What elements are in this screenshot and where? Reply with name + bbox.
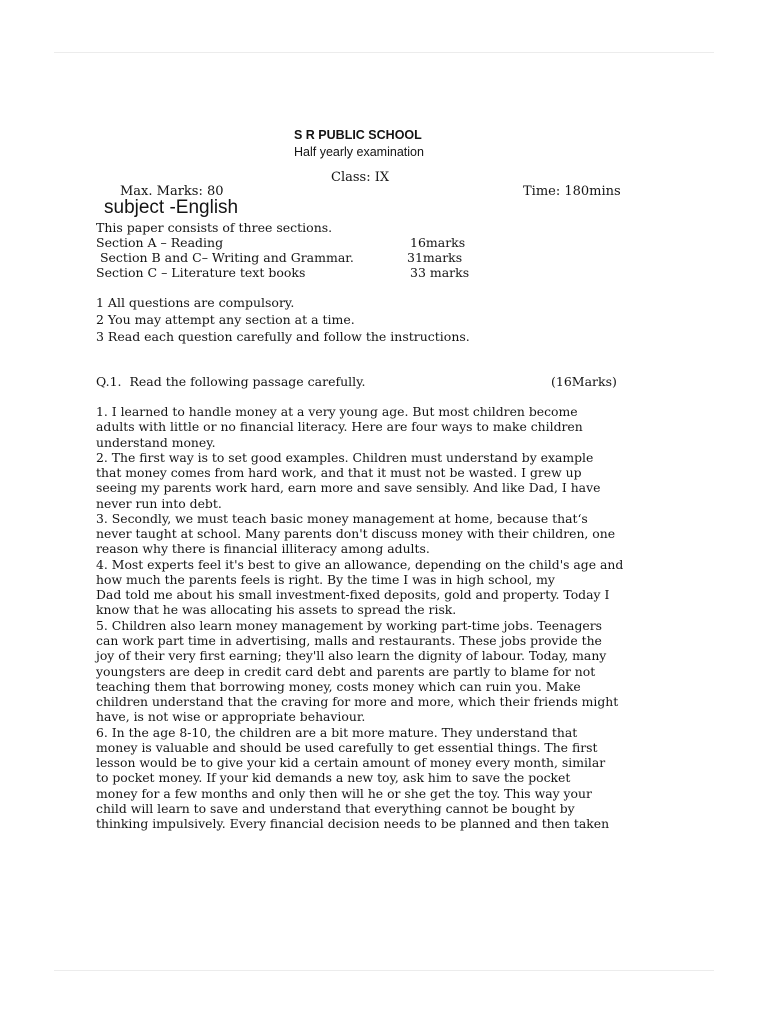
instruction-item: 1 All questions are compulsory. [96, 295, 295, 310]
section-marks: 16marks [410, 235, 466, 250]
passage-line: understand money. [96, 434, 216, 450]
passage-line: 5. Children also learn money management by working part-time jobs. Teenagers [96, 617, 602, 633]
passage-line: thinking impulsively. Every financial decision needs to be planned and then taken [96, 816, 610, 832]
passage-line: 4. Most experts feel it's best to give an allowance, depending on the child's age and [96, 556, 624, 572]
paper-intro: This paper consists of three sections. [96, 220, 333, 235]
passage-line: Dad told me about his small investment-fixed deposits, gold and property. Today I [96, 587, 610, 603]
section-row [96, 265, 469, 280]
instruction-item: 3 Read each question carefully and follow the instructions. [96, 329, 470, 344]
question-marks: (16Marks) [551, 374, 617, 389]
passage-line: child will learn to save and understand that everything cannot be bought by [96, 800, 575, 816]
passage-line: youngsters are deep in credit card debt and parents are partly to blame for not [96, 663, 596, 679]
passage-line: to pocket money. If your kid demands a new toy, ask him to save the pocket [96, 770, 571, 786]
passage-line: know that he was allocating his assets to spread the risk. [96, 602, 457, 618]
instruction-item: 2 You may attempt any section at a time. [96, 312, 355, 327]
reading-passage [96, 404, 656, 831]
section-marks: 31marks [407, 250, 463, 265]
page-bottom-border [54, 970, 714, 971]
section-name: Section B and C– Writing and Grammar. [96, 250, 354, 265]
passage-line: children understand that the craving for more and more, which their friends might [96, 694, 619, 710]
passage-line: how much the parents feels is right. By the time I was in high school, my [96, 571, 555, 587]
exam-time: Time: 180mins [523, 184, 621, 199]
question-label: Q.1. Read the following passage carefully. [96, 374, 366, 389]
passage-line: that money comes from hard work, and that it must not be wasted. I grew up [96, 465, 582, 481]
passage-line: seeing my parents work hard, earn more and save sensibly. And like Dad, I have [96, 480, 601, 496]
passage-line: money for a few months and only then will he or she get the toy. This way your [96, 785, 592, 801]
passage-line: lesson would be to give your kid a certain amount of money every month, similar [96, 755, 606, 771]
passage-line: adults with little or no financial literacy. Here are four ways to make children [96, 419, 583, 435]
class-line: Class: IX [331, 170, 390, 185]
subject-heading: subject -English [104, 197, 239, 218]
section-marks: 33 marks [410, 265, 470, 280]
passage-line: teaching them that borrowing money, costs money which can ruin you. Make [96, 678, 581, 694]
passage-line: can work part time in advertising, malls and restaurants. These jobs provide the [96, 632, 602, 648]
passage-line: have, is not wise or appropriate behaviour. [96, 709, 366, 725]
passage-line: 1. I learned to handle money at a very young age. But most children become [96, 404, 578, 419]
passage-line: joy of their very first earning; they'll also learn the dignity of labour. Today, many [96, 648, 607, 664]
passage-line: 3. Secondly, we must teach basic money management at home, because that‘s [96, 510, 588, 526]
exam-title: Half yearly examination [294, 145, 424, 159]
passage-line: never taught at school. Many parents don't discuss money with their children, one [96, 526, 616, 542]
school-name: S R PUBLIC SCHOOL [294, 128, 422, 142]
max-marks: Max. Marks: 80 [120, 184, 224, 199]
passage-line: money is valuable and should be used carefully to get essential things. The first [96, 739, 598, 755]
section-row [96, 235, 465, 250]
section-row [96, 250, 462, 265]
section-name: Section C – Literature text books [96, 265, 306, 280]
section-name: Section A – Reading [96, 235, 224, 250]
page-top-border [54, 52, 714, 53]
passage-line: 6. In the age 8-10, the children are a bit more mature. They understand that [96, 724, 578, 740]
passage-line: 2. The first way is to set good examples. Children must understand by example [96, 449, 594, 465]
passage-line: never run into debt. [96, 495, 222, 511]
passage-line: reason why there is financial illiteracy among adults. [96, 541, 430, 557]
